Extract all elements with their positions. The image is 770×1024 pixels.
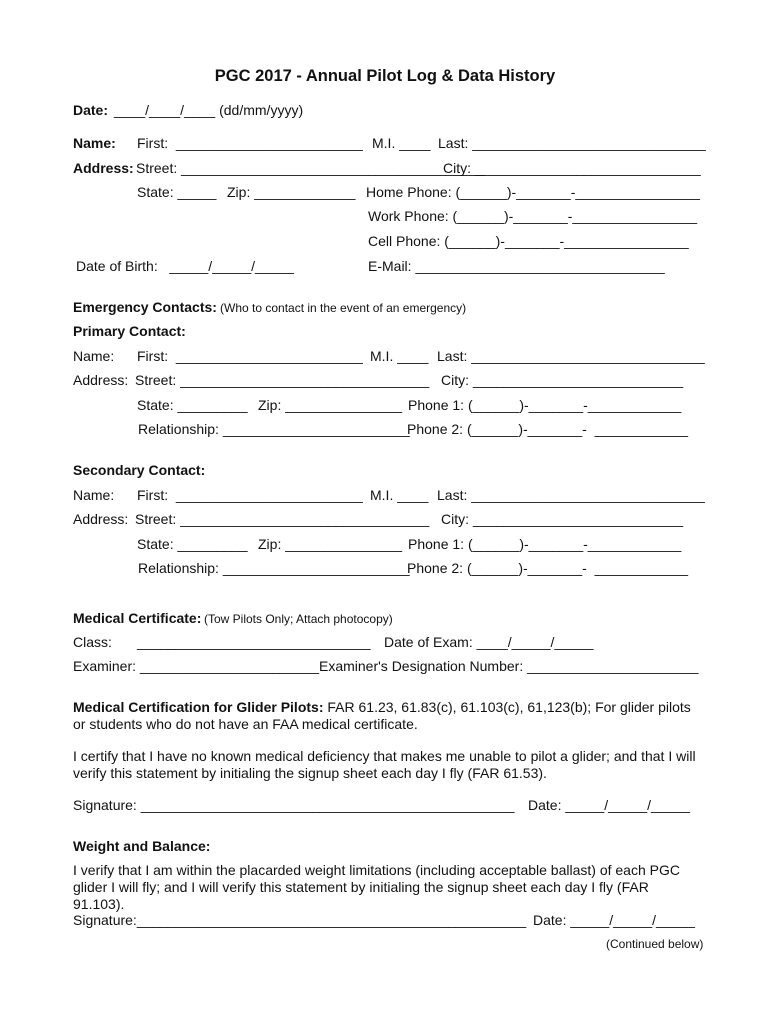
secondary-state-field[interactable]: State: _________	[137, 536, 248, 552]
medical-certificate-note: (Tow Pilots Only; Attach photocopy)	[204, 612, 393, 626]
name-label: Name:	[73, 135, 116, 151]
medical-certificate-heading: Medical Certificate:	[73, 610, 202, 626]
secondary-phone2-field[interactable]: Phone 2: (______)-_______- ____________	[407, 560, 689, 576]
primary-first-field[interactable]: First: ________________________	[137, 348, 363, 364]
secondary-name-label: Name:	[73, 487, 115, 503]
secondary-city-field[interactable]: City: ___________________________	[441, 511, 684, 527]
city-field[interactable]: City: _____________________________	[443, 160, 701, 176]
cell-phone-field[interactable]: Cell Phone: (______)-_______-________________	[368, 233, 689, 249]
street-field[interactable]: Street: _______________________________________	[136, 160, 485, 176]
class-field[interactable]: ______________________________	[137, 634, 371, 650]
date-label: Date:	[73, 102, 109, 118]
primary-last-field[interactable]: Last: ______________________________	[437, 348, 705, 364]
secondary-mi-field[interactable]: M.I. ____	[370, 487, 429, 503]
weight-balance-paragraph: I verify that I am within the placarded weight limitations (including acceptable ballast) of each PGC glider I will fly; and I will verify this statement by initialing the signup sheet each day I fly (FAR 91.103).	[73, 862, 680, 912]
date-of-birth-field[interactable]: Date of Birth: _____/_____/_____	[76, 258, 294, 274]
address-label: Address:	[73, 160, 134, 176]
glider-medical-text: FAR 61.23, 61.83(c), 61.103(c), 61,123(b); For glider pilots or students who do not have an FAA medical certificate.	[73, 699, 691, 732]
work-phone-field[interactable]: Work Phone: (______)-_______-________________	[368, 208, 698, 224]
primary-state-field[interactable]: State: _________	[137, 397, 248, 413]
date-field[interactable]: ____/____/____ (dd/mm/yyyy)	[114, 102, 304, 118]
first-name-field[interactable]: First: ________________________	[137, 135, 363, 151]
primary-contact-heading: Primary Contact:	[73, 323, 186, 339]
email-field[interactable]: E-Mail: ________________________________	[368, 258, 665, 274]
primary-city-field[interactable]: City: ___________________________	[441, 372, 684, 388]
primary-relationship-field[interactable]: Relationship: ________________________	[138, 421, 410, 437]
secondary-phone1-field[interactable]: Phone 1: (______)-_______-____________	[408, 536, 682, 552]
secondary-contact-heading: Secondary Contact:	[73, 462, 206, 478]
primary-phone2-field[interactable]: Phone 2: (______)-_______- ____________	[407, 421, 689, 437]
examiner-designation-field[interactable]: Examiner's Designation Number: ______________________	[319, 658, 699, 674]
weight-signature-field[interactable]: Signature:__________________________________________________	[73, 912, 527, 928]
emergency-note: (Who to contact in the event of an emergency)	[220, 301, 467, 315]
secondary-relationship-field[interactable]: Relationship: ________________________	[138, 560, 410, 576]
secondary-zip-field[interactable]: Zip: _______________	[258, 536, 403, 552]
glider-medical-heading: Medical Certification for Glider Pilots:	[73, 699, 324, 715]
form-title: PGC 2017 - Annual Pilot Log & Data History	[214, 67, 556, 85]
zip-field[interactable]: Zip: _____________	[227, 184, 356, 200]
glider-medical-paragraph	[73, 699, 698, 733]
secondary-address-label: Address:	[73, 511, 129, 527]
certify-paragraph: I certify that I have no known medical deficiency that makes me unable to pilot a glider; and that I will verify this statement by initialing the signup sheet each day I fly (FAR 61.53).	[73, 748, 696, 781]
home-phone-field[interactable]: Home Phone: (______)-_______-________________	[366, 184, 700, 200]
middle-initial-field[interactable]: M.I. ____	[372, 135, 431, 151]
primary-street-field[interactable]: Street: ________________________________	[135, 372, 430, 388]
glider-date-field[interactable]: Date: _____/_____/_____	[528, 797, 690, 813]
class-label: Class:	[73, 634, 112, 650]
secondary-street-field[interactable]: Street: ________________________________	[135, 511, 430, 527]
weight-balance-heading: Weight and Balance:	[73, 838, 211, 854]
secondary-first-field[interactable]: First: ________________________	[137, 487, 363, 503]
primary-zip-field[interactable]: Zip: _______________	[258, 397, 403, 413]
state-field[interactable]: State: _____	[137, 184, 217, 200]
examiner-field[interactable]: Examiner: _______________________	[73, 658, 319, 674]
primary-address-label: Address:	[73, 372, 129, 388]
continued-note: (Continued below)	[606, 937, 704, 951]
last-name-field[interactable]: Last: ______________________________	[438, 135, 706, 151]
secondary-last-field[interactable]: Last: ______________________________	[437, 487, 705, 503]
primary-name-label: Name:	[73, 348, 115, 364]
glider-signature-field[interactable]: Signature: ________________________________________________	[73, 797, 515, 813]
emergency-heading: Emergency Contacts:	[73, 299, 217, 315]
primary-phone1-field[interactable]: Phone 1: (______)-_______-____________	[408, 397, 682, 413]
primary-mi-field[interactable]: M.I. ____	[370, 348, 429, 364]
date-of-exam-field[interactable]: Date of Exam: ____/_____/_____	[384, 634, 594, 650]
weight-date-field[interactable]: Date: _____/_____/_____	[533, 912, 695, 928]
